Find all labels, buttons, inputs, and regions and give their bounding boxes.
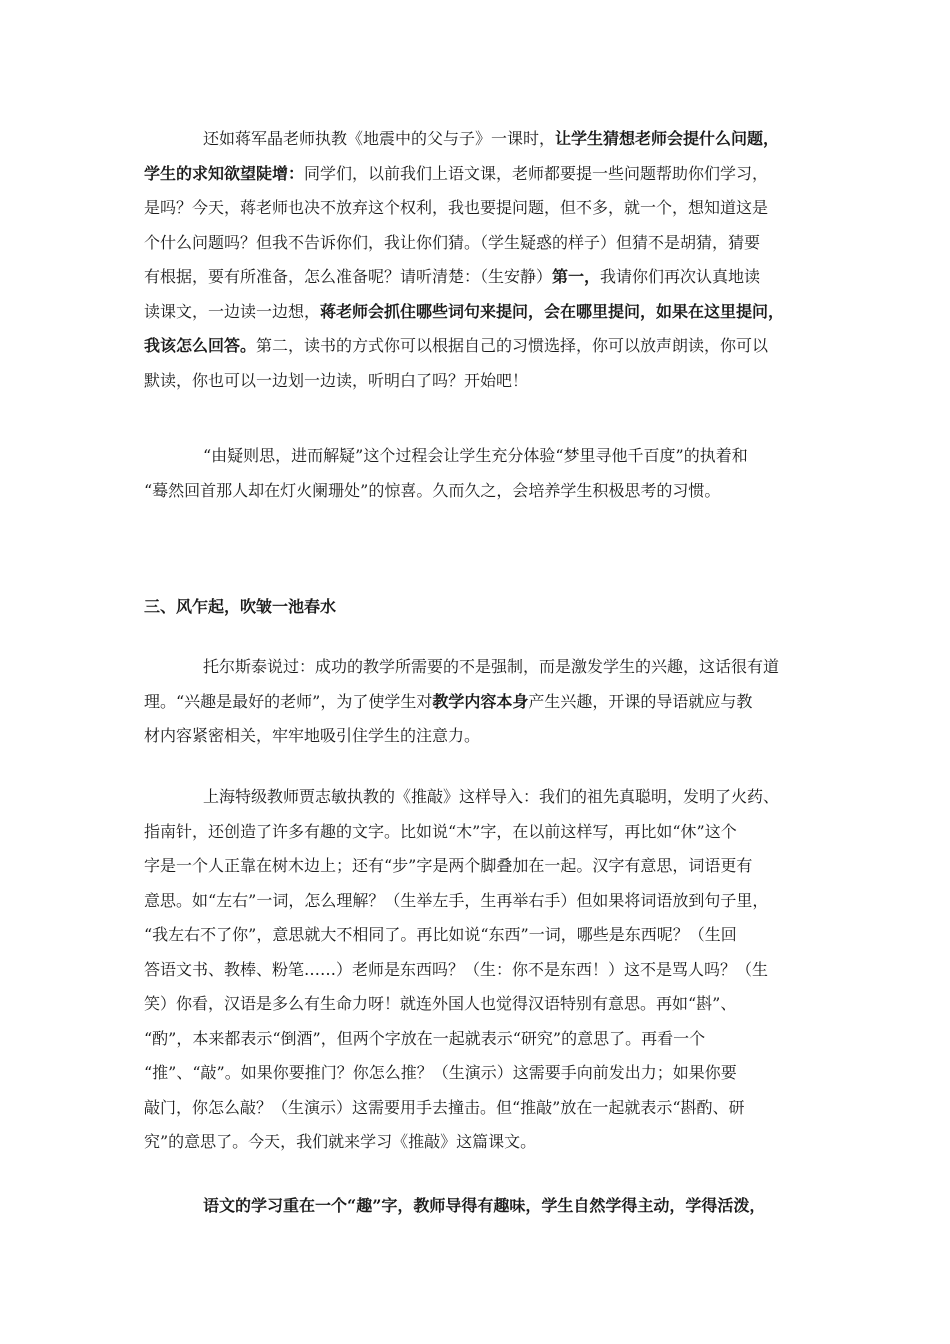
- section-heading: 三、风乍起，吹皱一池春水: [144, 597, 337, 616]
- bold-phrase: 教学内容本身: [432, 691, 529, 711]
- text-line: 读课文，一边读一边想，蒋老师会抓住哪些词句来提问，会在哪里提问，如果在这里提问，: [144, 301, 785, 321]
- text-line: 字是一个人正靠在树木边上；还有“步”字是两个脚叠加在一起。汉字有意思，词语更有: [144, 856, 753, 875]
- text-line: 有根据，要有所准备，怎么准备呢？请听清楚：（生安静）第一，我请你们再次认真地读: [144, 267, 761, 286]
- bold-phrase: 我该怎么回答。: [144, 336, 257, 355]
- paragraph-3: [144, 650, 809, 754]
- text-line: 个什么问题吗？但我不告诉你们，我让你们猜。（学生疑惑的样子）但猜不是胡猜，猜要: [144, 232, 761, 252]
- paragraph-2: [144, 439, 809, 508]
- text-line: 指南针，还创造了许多有趣的文字。比如说“木”字，在以前这样写，再比如“休”这个: [144, 821, 737, 841]
- text-line: “由疑则思，进而解疑”这个过程会让学生充分体验“梦里寻他千百度”的执着和: [203, 446, 748, 465]
- text-line: 还如蒋军晶老师执教《地震中的父与子》一课时，让学生猜想老师会提什么问题，: [203, 129, 780, 148]
- text-line: “我左右不了你”，意思就大不相同了。再比如说“东西”一词，哪些是东西呢？（生回: [144, 925, 737, 944]
- text-line: “蓦然回首那人却在灯火阑珊处”的惊喜。久而久之，会培养学生积极思考的习惯。: [144, 480, 721, 500]
- text-line: 材内容紧密相关，牢牢地吸引住学生的注意力。: [144, 726, 481, 745]
- paragraph-1: [144, 122, 809, 398]
- text-line: 是吗？今天，蒋老师也决不放弃这个权利，我也要提问题，但不多，就一个，想知道这是: [144, 198, 769, 217]
- text-line: 上海特级教师贾志敏执教的《推敲》这样导入：我们的祖先真聪明，发明了火药、: [203, 787, 780, 806]
- text-line: 默读，你也可以一边划一边读，听明白了吗？开始吧！: [144, 370, 529, 390]
- text-line: “推”、“敲”。如果你要推门？你怎么推？（生演示）这需要手向前发出力；如果你要: [144, 1063, 737, 1082]
- paragraph-5: [144, 1189, 809, 1224]
- text-line: 意思。如“左右”一词，怎么理解？（生举左手，生再举右手）但如果将词语放到句子里，: [144, 890, 769, 910]
- bold-phrase: 让学生猜想老师会提什么问题，: [555, 129, 780, 148]
- paragraph-4: [144, 780, 809, 1160]
- bold-phrase: 学生的求知欲望陡增：: [144, 163, 305, 183]
- text-line: 理。“兴趣是最好的老师”，为了使学生对教学内容本身产生兴趣，开课的导语就应与教: [144, 691, 753, 711]
- text-line: 托尔斯泰说过：成功的教学所需要的不是强制，而是激发学生的兴趣，这话很有道: [203, 657, 780, 676]
- bold-phrase: 第一，: [552, 267, 601, 286]
- text-line: 语文的学习重在一个“趣”字，教师导得有趣味，学生自然学得主动，学得活泼，: [203, 1196, 766, 1215]
- text-line: 敲门，你怎么敲？（生演示）这需要用手去撞击。但“推敲”放在一起就表示“斟酌、研: [144, 1097, 745, 1117]
- text-line: “酌”，本来都表示“倒酒”，但两个字放在一起就表示“研究”的意思了。再看一个: [144, 1028, 706, 1048]
- text-line: 答语文书、教棒、粉笔……）老师是东西吗？（生：你不是东西！）这不是骂人吗？（生: [144, 959, 769, 979]
- text-line: 笑）你看，汉语是多么有生命力呀！就连外国人也觉得汉语特别有意思。再如“斟”、: [144, 994, 737, 1013]
- text-line: 究”的意思了。今天，我们就来学习《推敲》这篇课文。: [144, 1132, 537, 1151]
- text-line: 我该怎么回答。第二，读书的方式你可以根据自己的习惯选择，你可以放声朗读，你可以: [144, 336, 769, 355]
- text-line: 学生的求知欲望陡增：同学们，以前我们上语文课，老师都要提一些问题帮助你们学习，: [144, 163, 769, 183]
- bold-phrase: 蒋老师会抓住哪些词句来提问，会在哪里提问，如果在这里提问，: [320, 301, 785, 321]
